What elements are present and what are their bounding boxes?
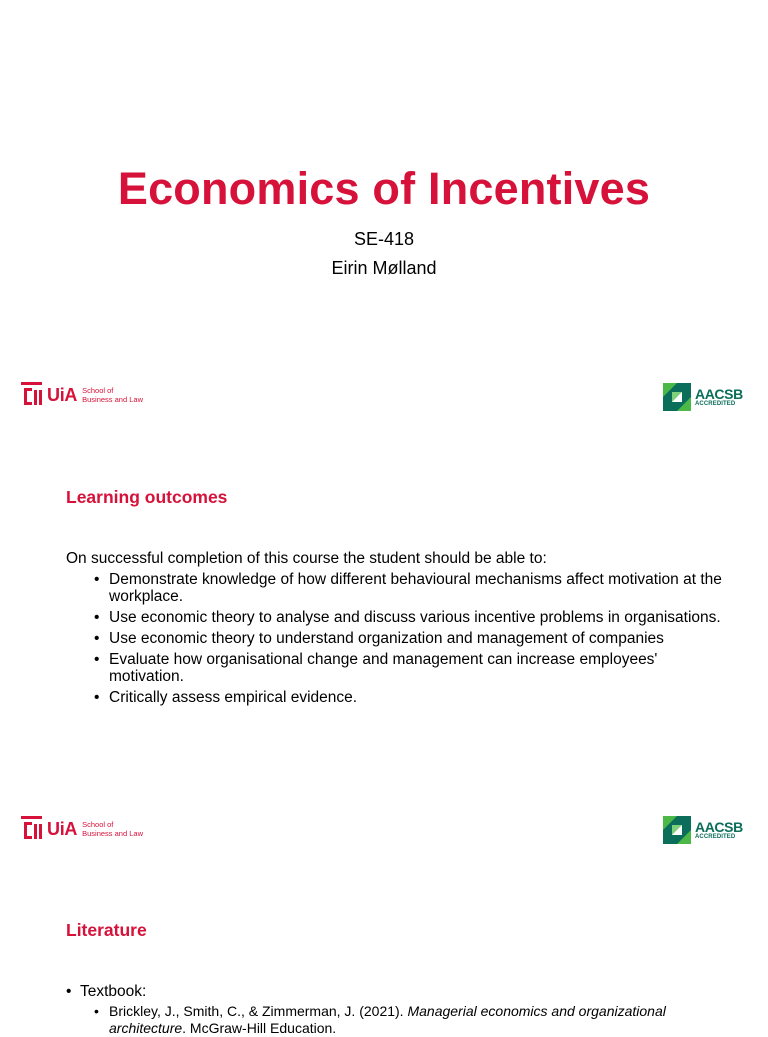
author-name: Eirin Mølland — [331, 258, 437, 278]
uia-school-name: School of Business and Law — [82, 386, 143, 404]
uia-logo — [21, 382, 143, 409]
aacsb-accredited: ACCREDITED — [695, 400, 736, 407]
slide-title: Economics of Incentives — [117, 163, 651, 214]
list-item: • Evaluate how organisational change and management can increase employees' motivation. — [94, 651, 658, 685]
reference-title: Managerial economics and organizational architecture — [109, 1003, 666, 1036]
aacsb-accredited: ACCREDITED — [695, 833, 736, 840]
textbook-label: Textbook: — [80, 983, 147, 1000]
aacsb-emblem-icon — [663, 816, 691, 844]
aacsb-wordmark: AACSB — [695, 818, 743, 835]
aacsb-logo — [663, 383, 743, 411]
uia-wordmark: UiA — [47, 819, 78, 839]
section-heading: Literature — [66, 920, 147, 940]
outcomes-list — [66, 571, 726, 706]
reference-publisher: . McGraw-Hill Education. — [182, 1020, 337, 1036]
aacsb-logo — [663, 816, 743, 844]
aacsb-emblem-icon — [663, 383, 691, 411]
section-heading: Learning outcomes — [66, 487, 228, 507]
course-code: SE-418 — [353, 229, 415, 249]
uia-emblem-icon — [21, 382, 42, 409]
list-item: • Textbook: — [66, 983, 147, 1000]
literature-slide — [0, 866, 768, 1036]
list-item: • Demonstrate knowledge of how different behavioural mechanisms affect motivation at the workplace. — [94, 571, 722, 605]
uia-wordmark: UiA — [47, 385, 78, 405]
learning-outcomes-slide — [0, 433, 768, 866]
list-item: • Use economic theory to analyse and discuss various incentive problems in organisations. — [94, 609, 721, 626]
reference-authors: Brickley, J., Smith, C., & Zimmerman, J. (2021). — [109, 1003, 408, 1019]
literature-list — [66, 983, 706, 1037]
uia-emblem-icon — [21, 816, 42, 843]
title-slide — [0, 0, 768, 432]
uia-logo — [21, 816, 143, 843]
uia-school-name: School of Business and Law — [82, 820, 143, 838]
outcomes-body — [66, 550, 726, 710]
outcomes-intro: On successful completion of this course the student should be able to: — [66, 550, 547, 567]
list-item: • Brickley, J., Smith, C., & Zimmerman, J. (2021). Managerial economics and organizational architecture. McGraw-Hill Education. — [94, 1003, 666, 1036]
aacsb-wordmark: AACSB — [695, 385, 743, 402]
list-item: • Critically assess empirical evidence. — [94, 689, 358, 706]
list-item: • Use economic theory to understand organization and management of companies — [94, 630, 664, 647]
